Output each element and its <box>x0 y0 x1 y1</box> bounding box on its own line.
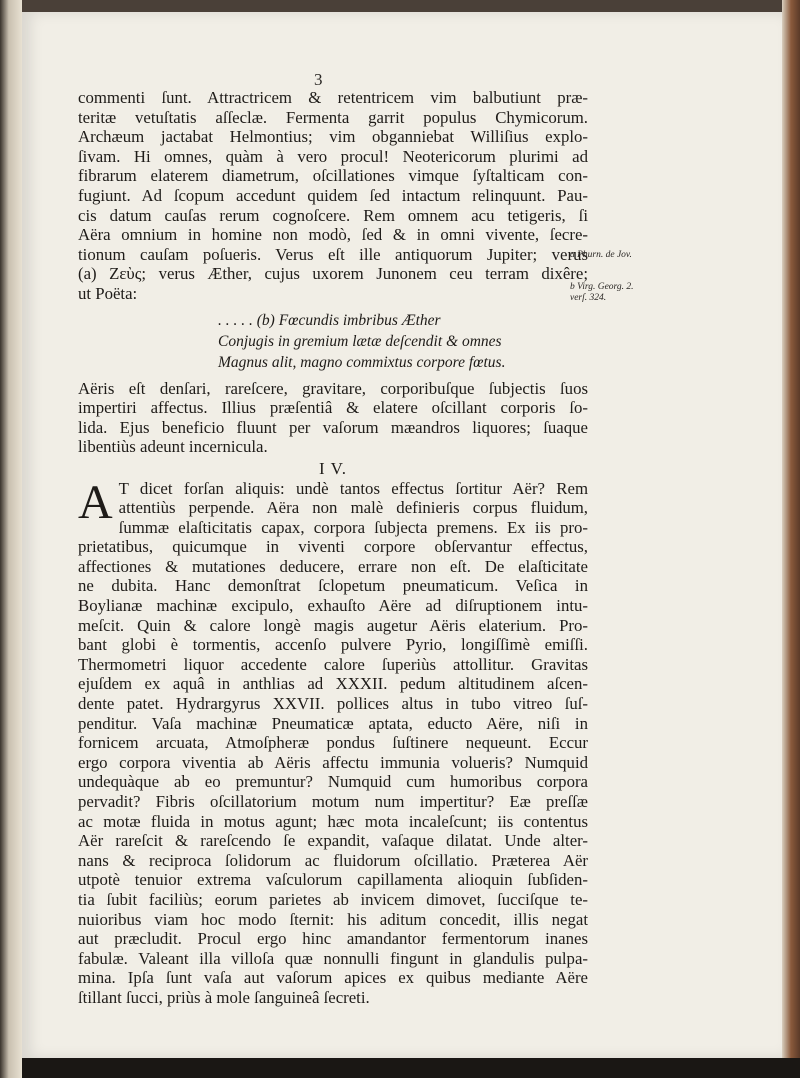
book-gutter <box>0 0 22 1078</box>
text-line: Aëra omnium in homine non modò, ſed & in omni vivente, ſecre- <box>78 225 588 245</box>
book-page <box>22 12 782 1058</box>
text-line: fugiunt. Ad ſcopum accedunt quidem ſed intactum relinquunt. Pau- <box>78 185 588 205</box>
text-line: prietatibus, quicumque in viventi corpore obſervantur effectus, <box>78 537 588 557</box>
section-heading: I V. <box>319 458 347 478</box>
verse-line: . . . . . (b) Fœcundis imbribus Æther <box>218 311 441 329</box>
verse-line: Magnus alit, magno commixtus corpore fœtus. <box>218 353 506 371</box>
sidenote-b-line2: verſ. 324. <box>570 293 607 303</box>
sidenote-b-line1: b Virg. Georg. 2. <box>570 282 634 292</box>
text-line: commenti ſunt. Attractricem & retentricem vim balbutiunt præ- <box>78 88 588 107</box>
text-line: nans & reciproca ſolidorum ac fluidorum oſcillatio. Præterea Aër <box>78 850 588 870</box>
text-line: Aër rareſcit & rareſcendo ſe expandit, vaſaque dilatat. Unde alter- <box>78 831 588 851</box>
sidenote-a: a Phurn. de Jov. <box>570 250 632 260</box>
text-line: (a) Ζεὺς; verus Æther, cujus uxorem Junonem ceu terram dixêre; <box>78 264 588 284</box>
text-line: nuioribus viam hoc modo ſternit: his aditum concedit, illis negat <box>78 909 588 929</box>
text-line: ſivam. Hi omnes, quàm à vero procul! Neotericorum plurimi ad <box>78 146 588 166</box>
text-line: ſtillant ſucci, priùs à mole ſanguineâ ſecreti. <box>78 987 370 1007</box>
verse-quotation <box>218 310 588 373</box>
text-line: fornicem arcuata, Atmoſpheræ pondus ſuſtinere nequeunt. Eccur <box>78 733 588 753</box>
drop-cap: A <box>78 475 113 529</box>
scan-top-border <box>22 0 800 12</box>
text-line: Archæum jactabat Helmontius; vim obganniebat Williſius explo- <box>78 127 588 147</box>
text-line: ne dubita. Hanc demonſtrat ſclopetum pneumaticum. Veſica in <box>78 576 588 596</box>
text-line: cis datum cauſas rerum cognoſcere. Rem omnem acu tetigeris, ſi <box>78 205 588 225</box>
page-body <box>78 88 588 1008</box>
text-line: meſcit. Quin & calore longè magis augetur Aëris elaterium. Pro- <box>78 615 588 635</box>
text-line: penditur. Vaſa machinæ Pneumaticæ aptata, educto Aëre, niſi in <box>78 713 588 733</box>
text-line: ac motæ fluida in motus agunt; hæc mota incaleſcunt; iis contentus <box>78 811 588 831</box>
paragraph-1 <box>78 88 588 304</box>
text-line: utpotè tenuior extrema vaſculorum capillamenta alioquin ſubſiden- <box>78 870 588 890</box>
text-line: Aëris eſt denſari, rareſcere, gravitare, corporibuſque ſubjectis ſuos <box>78 378 588 398</box>
text-line: tia ſubit faciliùs; eorum parietes ab invicem dimovet, ſucciſque te- <box>78 889 588 909</box>
verse-line: Conjugis in gremium lætæ deſcendit & omnes <box>218 332 502 350</box>
text-line: tionum cauſam poſueris. Verus eſt ille antiquorum Jupiter; verus <box>78 244 588 264</box>
text-line: affectiones & mutationes deducere, errare non eſt. De elaſticitate <box>78 556 588 576</box>
text-line: dente patet. Hydrargyrus XXVII. pollices altus in tubo vitreo ſuſ- <box>78 694 588 714</box>
text-line: attentiùs perpende. Aëra non malè definieris corpus fluidum, <box>118 498 588 518</box>
text-line: pervadit? Fibris oſcillatorium motum num impertitur? Eæ preſſæ <box>78 792 588 811</box>
text-line: ſummæ elaſticitatis capax, corpora ſubjecta premens. Ex iis pro- <box>118 517 588 537</box>
text-line: lida. Ejus beneficio fluunt per vaſorum mæandros liquores; ſuaque <box>78 417 588 437</box>
paragraph-3 <box>78 475 588 1008</box>
text-line: aut præcludit. Procul ergo hinc amandantor fermentorum inanes <box>78 929 588 949</box>
sidenote-b <box>570 282 634 304</box>
scan-bottom-border <box>22 1058 800 1078</box>
text-line: teritæ vetuſtatis aſſeclæ. Fermenta garrit populus Chymicorum. <box>78 107 588 127</box>
text-line: Boylianæ machinæ excipulo, exhauſto Aëre ad diſruptionem intu- <box>78 596 588 616</box>
text-line: undequàque ab eo premuntur? Numquid cum humoribus corpora <box>78 772 588 792</box>
text-line: ut Poëta: <box>78 283 138 303</box>
paragraph-3-text <box>78 475 588 1008</box>
text-line: ergo corpora viventia ab Aëris affectu immunia volueris? Numquid <box>78 752 588 772</box>
text-line: Thermometri liquor accedente calore ſuperiùs attollitur. Gravitas <box>78 654 588 674</box>
text-line: mina. Ipſa ſunt vaſa aut vaſorum apices ex quibus mediante Aëre <box>78 968 588 988</box>
text-line: T dicet forſan aliquis: undè tantos effectus ſortitur Aër? Rem <box>118 478 588 498</box>
page-number: 3 <box>314 70 323 89</box>
book-edge <box>782 0 800 1078</box>
text-line: bant globi è tormentis, accenſo pulvere Pyrio, longiſſimè emiſſi. <box>78 635 588 655</box>
text-line: fabulæ. Valeant illa villoſa quæ nonnulli fingunt in glandulis pulpa- <box>78 948 588 968</box>
text-line: impertiri affectus. Illius præſentiâ & elatere oſcillant corporis ſo- <box>78 398 588 418</box>
text-line: fibrarum elaterem diametrum, oſcillationes vimque ſyſtalticam con- <box>78 166 588 186</box>
text-line: libentiùs adeunt incernicula. <box>78 437 268 457</box>
paragraph-2 <box>78 379 588 457</box>
text-line: ejuſdem ex aquâ in anthlias ad XXXII. pedum altitudinem aſcen- <box>78 674 588 694</box>
